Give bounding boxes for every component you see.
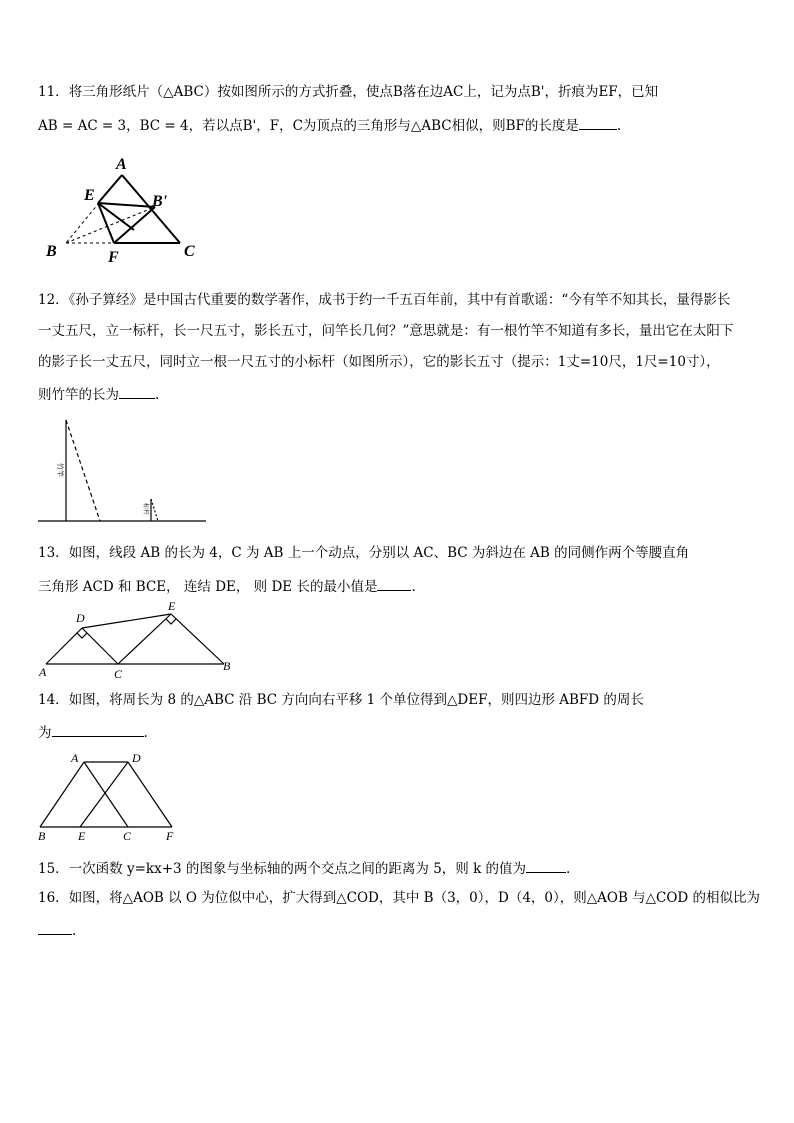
q13-label-d: D bbox=[76, 611, 85, 625]
q12-line2 bbox=[38, 322, 733, 340]
q14-figure bbox=[36, 750, 186, 845]
q12-text-line2: 一丈五尺，立一标杆，长一尺五寸，影长五寸，问竿长几何？”意思就是：有一根竹竿不知道有多长，量出它在太阳下 bbox=[38, 323, 734, 339]
small-pole-shadow-ray bbox=[151, 499, 158, 521]
q11-label-e: E bbox=[84, 187, 95, 204]
q12-number: 12． bbox=[38, 292, 69, 308]
q14-label-b: B bbox=[38, 829, 46, 843]
q12-line4 bbox=[38, 384, 159, 404]
q11-label-a: A bbox=[116, 156, 127, 173]
q12-label-bamboo: 竹竿 bbox=[56, 463, 64, 477]
q14-label-f: F bbox=[166, 829, 174, 843]
q15-end: . bbox=[566, 861, 571, 877]
q13-label-a: A bbox=[39, 665, 47, 679]
q11-number: 11． bbox=[38, 84, 69, 100]
q13-label-c: C bbox=[114, 667, 123, 681]
q13-label-e: E bbox=[168, 599, 176, 613]
q12-text-line3: 的影子长一丈五尺，同时立一根一尺五寸的小标杆（如图所示），它的影长五寸（提示：1丈=10尺，1尺=10寸）， bbox=[38, 354, 720, 370]
q13-label-b: B bbox=[223, 659, 231, 673]
q14-label-c: C bbox=[123, 829, 132, 843]
q11-answer-blank[interactable] bbox=[579, 115, 617, 130]
q11-label-b: B bbox=[46, 243, 57, 260]
q12-text-line4: 则竹竿的长为 bbox=[38, 387, 119, 403]
side-ae bbox=[98, 175, 122, 203]
q13-end: . bbox=[411, 579, 416, 595]
q14-label-d: D bbox=[132, 751, 141, 765]
q15-number: 15． bbox=[38, 861, 69, 877]
q14-number: 14． bbox=[38, 692, 69, 708]
side-ab bbox=[40, 762, 84, 827]
q13-answer-blank[interactable] bbox=[377, 576, 411, 591]
q12-figure bbox=[36, 415, 216, 530]
q14-text-line1: 如图，将周长为 8 的△ABC 沿 BC 方向向右平移 1 个单位得到△DEF，则四边形 ABFD 的周长 bbox=[68, 692, 644, 708]
q14-text-line2: 为 bbox=[38, 725, 52, 741]
q15-answer-blank[interactable] bbox=[526, 858, 566, 873]
q16-number: 16． bbox=[38, 890, 69, 906]
q11-text-line2: AB = AC = 3，BC = 4，若以点B'，F，C为顶点的三角形与△ABC相似，则BF的长度是 bbox=[38, 118, 579, 134]
q13-text-line2: 三角形 ACD 和 BCE， 连结 DE， 则 DE 长的最小值是 bbox=[38, 579, 378, 595]
q11-line1 bbox=[38, 83, 658, 101]
q14-answer-blank[interactable] bbox=[52, 722, 144, 737]
q12-answer-blank[interactable] bbox=[119, 384, 155, 399]
q16-answer-blank[interactable] bbox=[38, 920, 72, 935]
q11-figure bbox=[40, 152, 240, 266]
q12-end: . bbox=[155, 387, 160, 403]
q13-figure bbox=[36, 599, 236, 681]
q11-label-c: C bbox=[184, 243, 195, 260]
q14-line2 bbox=[38, 722, 148, 742]
q14-end: . bbox=[143, 725, 148, 741]
q14-label-e: E bbox=[78, 829, 86, 843]
q11-text-line1: 将三角形纸片（△ABC）按如图所示的方式折叠，使点B落在边AC上，记为点B'，折痕为EF，已知 bbox=[68, 84, 659, 100]
side-ac bbox=[122, 175, 180, 243]
q13-text-line1: 如图，线段 AB 的长为 4，C 为 AB 上一个动点，分别以 AC、BC 为斜边在 AB 的同侧作两个等腰直角 bbox=[68, 545, 690, 561]
q14-label-a: A bbox=[71, 751, 79, 765]
bamboo-shadow-ray bbox=[66, 420, 100, 521]
q12-line1 bbox=[38, 291, 730, 309]
q11-label-f: F bbox=[108, 249, 119, 266]
q13-line1 bbox=[38, 544, 689, 562]
q16-text-line1: 如图，将△AOB 以 O 为位似中心，扩大得到△COD，其中 B（3，0），D（4，0），则△AOB 与△COD 的相似比为 bbox=[68, 890, 761, 906]
q12-line3 bbox=[38, 353, 720, 371]
q11-label-bprime: B' bbox=[152, 193, 168, 210]
side-df bbox=[128, 762, 172, 827]
q13-line2 bbox=[38, 576, 416, 596]
segment-fb' bbox=[114, 207, 155, 243]
q12-label-marker: 标杆 bbox=[142, 503, 148, 516]
q15-text-line1: 一次函数 y=kx+3 的图象与坐标轴的两个交点之间的距离为 5，则 k 的值为 bbox=[68, 861, 527, 877]
q14-line1 bbox=[38, 691, 644, 709]
q16-end: . bbox=[72, 923, 77, 939]
q16-line2 bbox=[38, 920, 76, 940]
q11-end: . bbox=[616, 118, 622, 134]
q16-line1 bbox=[38, 889, 760, 907]
q15-line1 bbox=[38, 858, 570, 878]
q12-text-line1: 《孙子算经》是中国古代重要的数学著作，成书于约一千五百年前，其中有首歌谣：“今有竿不知其长，量得影长 bbox=[68, 292, 731, 308]
q13-number: 13． bbox=[38, 545, 69, 561]
q11-line2 bbox=[38, 115, 621, 135]
